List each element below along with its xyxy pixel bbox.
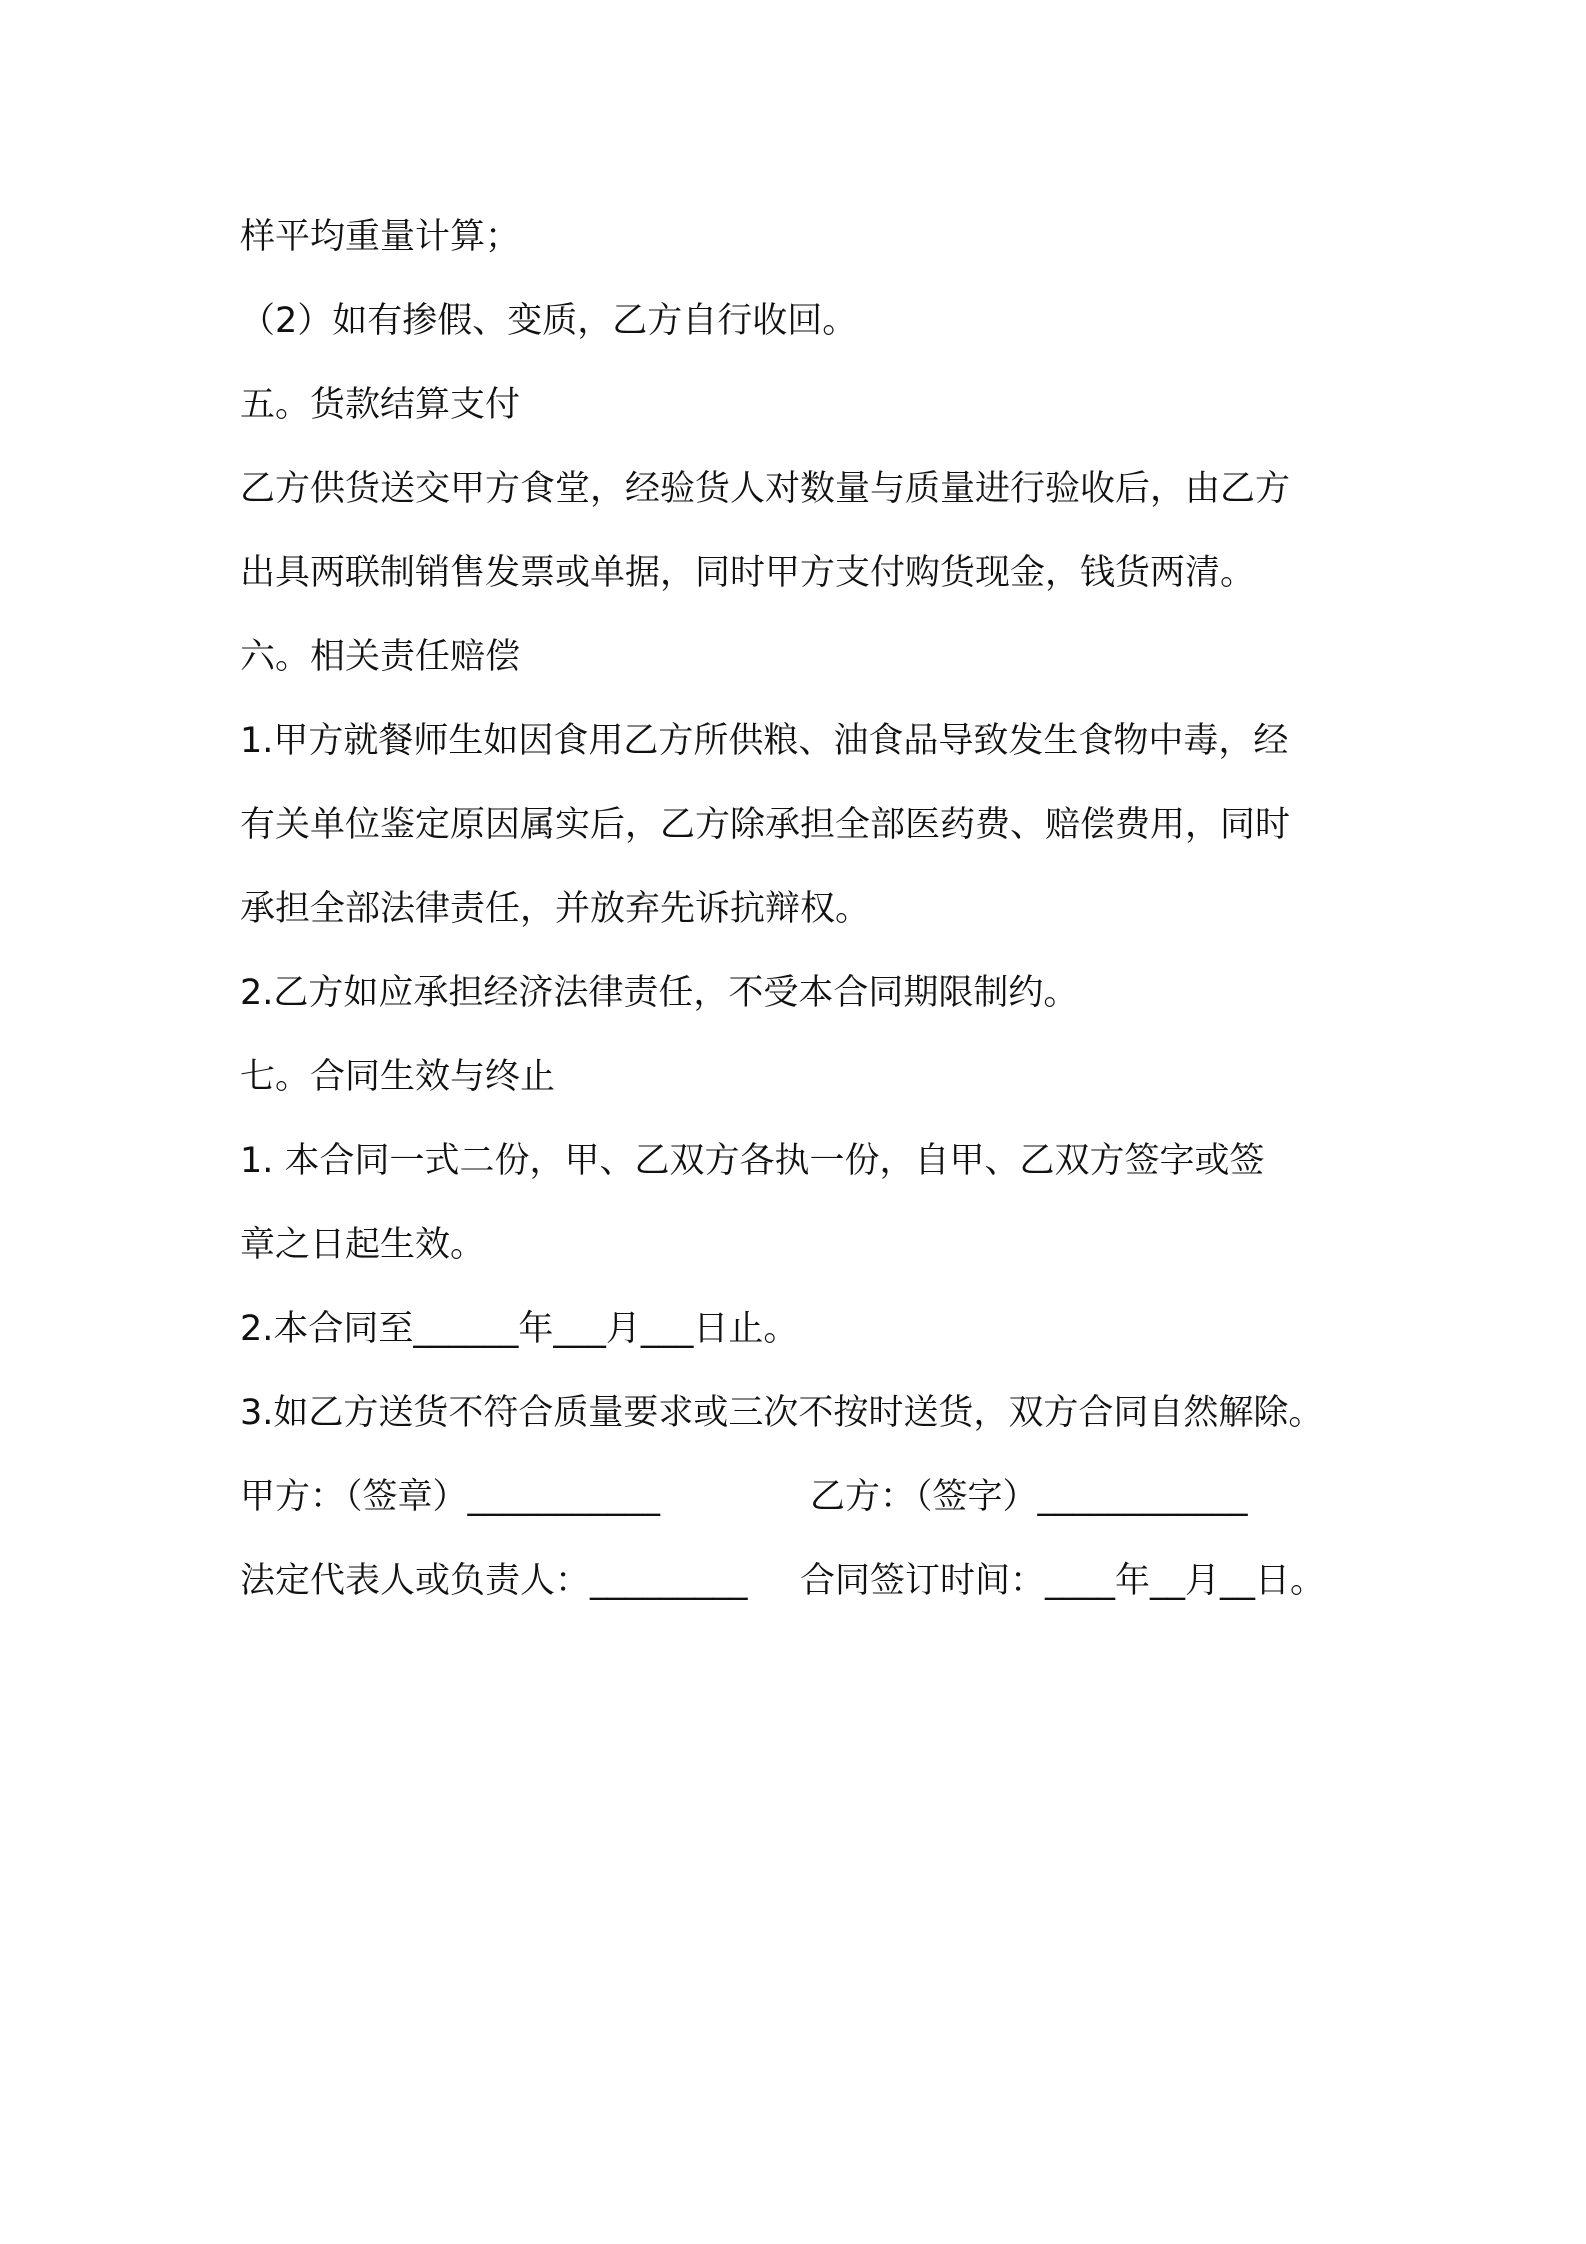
text-line: 出具两联制销售发票或单据，同时甲方支付购货现金，钱货两清。 xyxy=(240,553,1256,593)
clause-item: 2.本合同至______年___月___日止。 xyxy=(240,1309,799,1349)
party-a-signature: 甲方：（签章）___________ xyxy=(240,1477,661,1517)
section-heading: 六。相关责任赔偿 xyxy=(240,637,521,677)
clause-item: 2.乙方如应承担经济法律责任，不受本合同期限制约。 xyxy=(240,973,1079,1013)
text-line: 章之日起生效。 xyxy=(240,1225,486,1265)
text-line: 有关单位鉴定原因属实后，乙方除承担全部医药费、赔偿费用，同时 xyxy=(240,805,1291,845)
clause-item: 3.如乙方送货不符合质量要求或三次不按时送货，双方合同自然解除。 xyxy=(240,1393,1324,1433)
signature-row-details xyxy=(240,1539,1370,1623)
party-b-signature: 乙方：（签字）____________ xyxy=(810,1477,1248,1517)
signature-row-parties xyxy=(240,1455,1370,1539)
contract-body xyxy=(240,195,1370,1623)
representative-signature: 法定代表人或负责人：_________ xyxy=(240,1561,748,1601)
section-heading: 五。货款结算支付 xyxy=(240,385,521,425)
text-line: 承担全部法律责任，并放弃先诉抗辩权。 xyxy=(240,889,871,929)
text-line: 样平均重量计算； xyxy=(240,217,521,257)
clause-item: 1. 本合同一式二份，甲、乙双方各执一份，自甲、乙双方签字或签 xyxy=(240,1141,1265,1181)
text-line: 乙方供货送交甲方食堂，经验货人对数量与质量进行验收后，由乙方 xyxy=(240,469,1291,509)
sign-date: 合同签订时间：____年__月__日。 xyxy=(800,1561,1326,1601)
clause-item: 1.甲方就餐师生如因食用乙方所供粮、油食品导致发生食物中毒，经 xyxy=(240,721,1289,761)
section-heading: 七。合同生效与终止 xyxy=(240,1057,556,1097)
clause-item: （2）如有掺假、变质，乙方自行收回。 xyxy=(240,301,858,341)
